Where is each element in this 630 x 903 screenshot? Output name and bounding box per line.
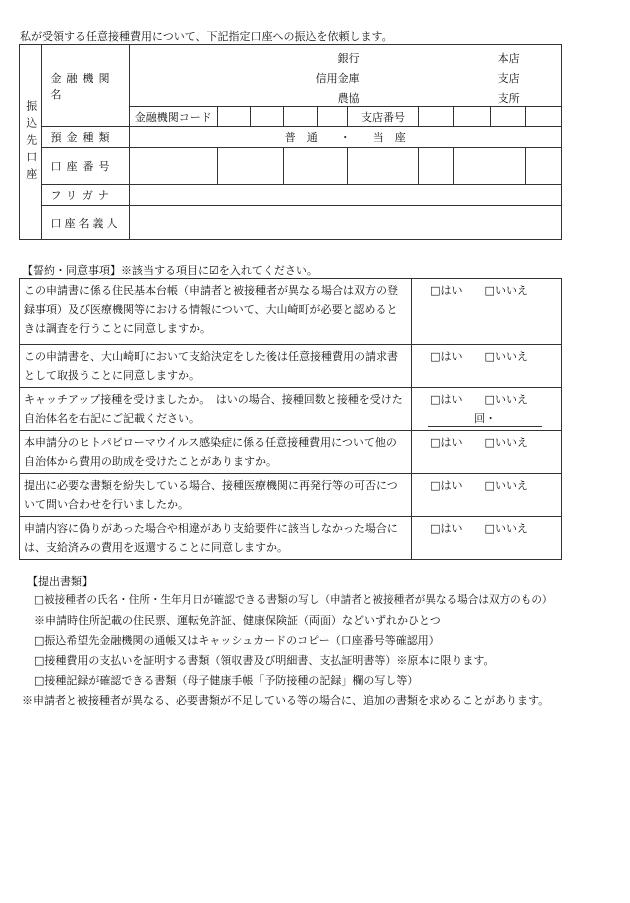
deposit-type-label: 預金種類 bbox=[42, 127, 129, 148]
bank-code-digit-1[interactable] bbox=[217, 107, 250, 127]
account-digit-7[interactable] bbox=[525, 148, 561, 185]
consent-question-6: 申請内容に偽りがあった場合や相違があり支給要件に該当しなかった場合には、支給済みの費用を返還することに同意しますか。 bbox=[20, 517, 412, 560]
bank-name-field[interactable] bbox=[129, 45, 561, 107]
account-number-label: 口座番号 bbox=[42, 148, 129, 185]
consent-4-no-checkbox[interactable]: □いいえ bbox=[484, 436, 528, 449]
document-item-4: □接種費用の支払いを証明する書類（領収書及び明細書、支払証明書等）※原本に限ります。 bbox=[34, 654, 495, 667]
branch-type-sub: 支所 bbox=[497, 92, 520, 105]
account-digit-5[interactable] bbox=[418, 148, 453, 185]
document-item-1: □被接種者の氏名・住所・生年月日が確認できる書類の写し（申請者と被接種者が異なる場合は双方のもの） bbox=[34, 594, 553, 606]
bank-type-nokyo: 農協 bbox=[337, 92, 360, 105]
account-digit-2[interactable] bbox=[217, 148, 283, 185]
bank-code-digit-2[interactable] bbox=[251, 107, 284, 127]
consent-question-5: 提出に必要な書類を紛失している場合、接種医療機関に再発行等の可否について問い合わせを行いましたか。 bbox=[20, 474, 412, 517]
branch-number-label: 支店番号 bbox=[348, 107, 419, 127]
consent-1-no-checkbox[interactable]: □いいえ bbox=[484, 284, 528, 297]
furigana-field[interactable] bbox=[129, 185, 561, 206]
consent-6-yes-checkbox[interactable]: □はい bbox=[430, 522, 463, 535]
documents-heading: 【提出書類】 bbox=[27, 575, 93, 588]
branch-number-digit-1[interactable] bbox=[418, 107, 453, 127]
branch-number-spacer bbox=[525, 107, 561, 127]
branch-type-main: 本店 bbox=[497, 52, 520, 65]
branch-type-branch: 支店 bbox=[497, 72, 520, 85]
bank-name-label: 金融機関名 bbox=[42, 45, 129, 127]
consent-5-no-checkbox[interactable]: □いいえ bbox=[484, 479, 528, 492]
account-digit-1[interactable] bbox=[129, 148, 217, 185]
consent-4-yes-checkbox[interactable]: □はい bbox=[430, 436, 463, 449]
account-digit-6[interactable] bbox=[453, 148, 525, 185]
bank-type-shinkin: 信用金庫 bbox=[315, 72, 360, 85]
bank-type-bank: 銀行 bbox=[337, 52, 360, 65]
account-digit-3[interactable] bbox=[284, 148, 348, 185]
payee-account-side-label: 振込先口座 bbox=[20, 45, 42, 240]
consent-heading: 【誓約・同意事項】※該当する項目に☑を入れてください。 bbox=[22, 264, 318, 277]
documents-note: ※申請者と被接種者が異なる、必要書類が不足している等の場合に、追加の書類を求めることがあります。 bbox=[22, 694, 550, 707]
consent-question-3: キャッチアップ接種を受けましたか。 はいの場合、接種回数と接種を受けた自治体名を右記にご記載ください。 bbox=[20, 388, 412, 431]
branch-number-digit-3[interactable] bbox=[490, 107, 525, 127]
consent-5-yes-checkbox[interactable]: □はい bbox=[430, 479, 463, 492]
intro-text: 私が受領する任意接種費用について、下記指定口座への振込を依頼します。 bbox=[20, 30, 393, 43]
bank-code-digit-4[interactable] bbox=[317, 107, 347, 127]
consent-3-no-checkbox[interactable]: □いいえ bbox=[484, 393, 528, 406]
document-item-3: □振込希望先金融機関の通帳又はキャッシュカードのコピー（口座番号等確認用） bbox=[34, 634, 440, 647]
furigana-label: フリガナ bbox=[42, 185, 129, 206]
bank-account-table bbox=[19, 44, 562, 240]
consent-2-no-checkbox[interactable]: □いいえ bbox=[484, 350, 528, 363]
document-item-5: □接種記録が確認できる書類（母子健康手帳「予防接種の記録」欄の写し等） bbox=[34, 674, 419, 687]
consent-2-yes-checkbox[interactable]: □はい bbox=[430, 350, 463, 363]
catchup-count-field[interactable] bbox=[428, 410, 542, 427]
consent-3-yes-checkbox[interactable]: □はい bbox=[430, 393, 463, 406]
branch-number-digit-2[interactable] bbox=[453, 107, 490, 127]
deposit-type-field[interactable]: 普 通 ・ 当 座 bbox=[129, 127, 561, 148]
catchup-count-suffix: 回・ bbox=[474, 412, 497, 425]
consent-question-2: この申請書を、大山崎町において支給決定をした後は任意接種費用の請求書として取扱うことに同意しますか。 bbox=[20, 345, 412, 388]
bank-code-digit-3[interactable] bbox=[284, 107, 317, 127]
bank-code-label: 金融機関コード bbox=[129, 107, 217, 127]
document-item-2: ※申請時住所記載の住民票、運転免許証、健康保険証（両面）などいずれかひとつ bbox=[34, 614, 441, 627]
consent-6-no-checkbox[interactable]: □いいえ bbox=[484, 522, 528, 535]
consent-1-yes-checkbox[interactable]: □はい bbox=[430, 284, 463, 297]
consent-question-1: この申請書に係る住民基本台帳（申請者と被接種者が異なる場合は双方の登録事項）及び医療機関等における情報について、大山崎町が必要と認めるときは調査を行うことに同意しますか。 bbox=[20, 279, 412, 345]
account-digit-4[interactable] bbox=[348, 148, 419, 185]
account-holder-field[interactable] bbox=[129, 206, 561, 240]
consent-question-4: 本申請分のヒトパピローマウイルス感染症に係る任意接種費用について他の自治体から費用の助成を受けたことがありますか。 bbox=[20, 431, 412, 474]
consent-table bbox=[19, 278, 562, 560]
account-holder-label: 口座名義人 bbox=[42, 206, 129, 240]
